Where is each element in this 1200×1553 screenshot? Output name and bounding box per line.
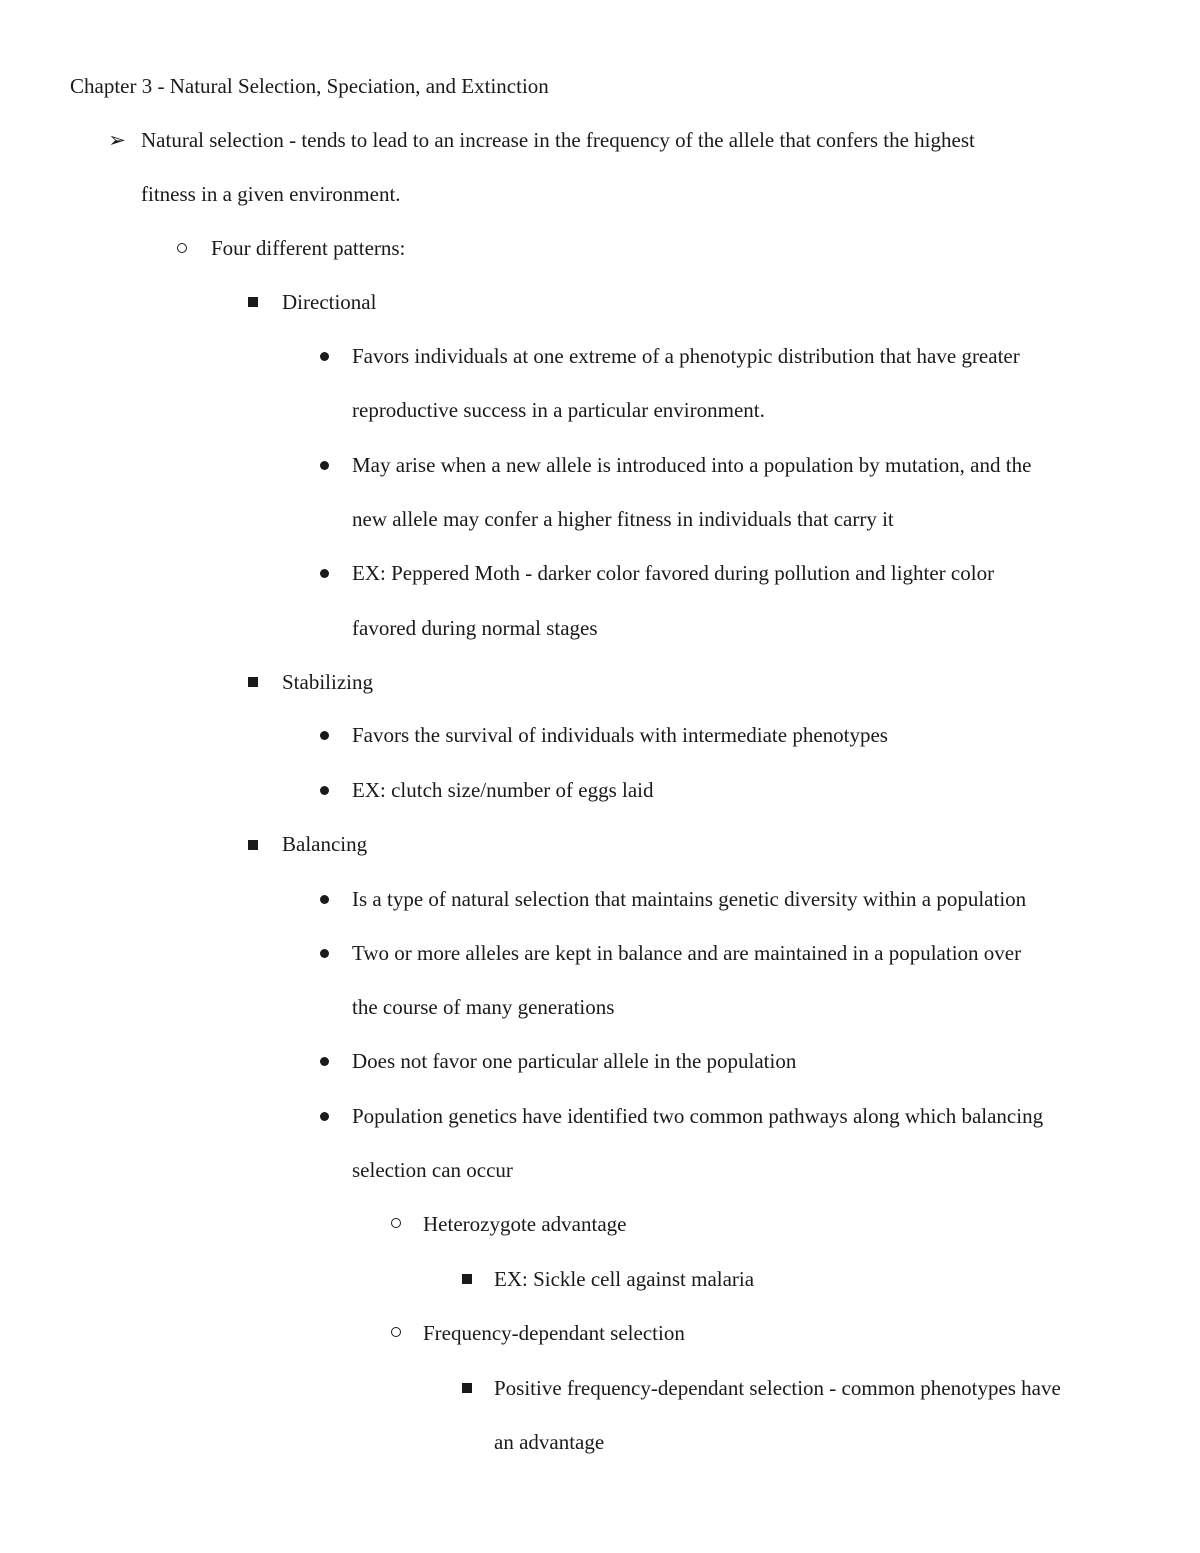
list-item-balancing-2: Two or more alleles are kept in balance and are maintained in a population over [352, 941, 1022, 965]
list-item-positive-frequency: Positive frequency-dependant selection - common phenotypes have [494, 1376, 1061, 1400]
list-item-sickle-cell: EX: Sickle cell against malaria [494, 1267, 755, 1291]
dot-bullet-icon [320, 949, 329, 958]
list-item-balancing-4-cont: selection can occur [352, 1158, 513, 1182]
list-item-natural-selection: Natural selection - tends to lead to an increase in the frequency of the allele that confers the highest [141, 128, 975, 152]
list-item-natural-selection-cont: fitness in a given environment. [141, 182, 401, 206]
list-item-stabilizing-2: EX: clutch size/number of eggs laid [352, 778, 654, 802]
square-bullet-icon [248, 297, 258, 307]
dot-bullet-icon [320, 1057, 329, 1066]
list-item-directional-2: May arise when a new allele is introduced into a population by mutation, and the [352, 453, 1032, 477]
square-bullet-icon [248, 840, 258, 850]
dot-bullet-icon [320, 731, 329, 740]
hollow-circle-bullet-icon [177, 243, 187, 253]
dot-bullet-icon [320, 895, 329, 904]
dot-bullet-icon [320, 569, 329, 578]
list-item-directional-1-cont: reproductive success in a particular environment. [352, 398, 765, 422]
list-item-balancing-2-cont: the course of many generations [352, 995, 615, 1019]
list-item-directional-3-cont: favored during normal stages [352, 616, 598, 640]
list-item-stabilizing-1: Favors the survival of individuals with intermediate phenotypes [352, 723, 888, 747]
list-item-directional-1: Favors individuals at one extreme of a phenotypic distribution that have greater [352, 344, 1020, 368]
list-item-balancing-4: Population genetics have identified two common pathways along which balancing [352, 1104, 1044, 1128]
arrow-bullet-icon: ➢ [108, 128, 126, 152]
square-bullet-icon [462, 1383, 472, 1393]
list-item-balancing-1: Is a type of natural selection that maintains genetic diversity within a population [352, 887, 1027, 911]
list-item-directional: Directional [282, 290, 377, 314]
hollow-circle-bullet-icon [391, 1218, 401, 1228]
square-bullet-icon [248, 677, 258, 687]
list-item-heterozygote: Heterozygote advantage [423, 1212, 627, 1236]
list-item-stabilizing: Stabilizing [282, 670, 373, 694]
dot-bullet-icon [320, 1112, 329, 1121]
dot-bullet-icon [320, 786, 329, 795]
list-item-balancing: Balancing [282, 832, 368, 856]
list-item-four-patterns: Four different patterns: [211, 236, 406, 260]
list-item-directional-3: EX: Peppered Moth - darker color favored during pollution and lighter color [352, 561, 995, 585]
dot-bullet-icon [320, 461, 329, 470]
hollow-circle-bullet-icon [391, 1327, 401, 1337]
list-item-positive-frequency-cont: an advantage [494, 1430, 605, 1454]
square-bullet-icon [462, 1274, 472, 1284]
list-item-directional-2-cont: new allele may confer a higher fitness in individuals that carry it [352, 507, 894, 531]
list-item-frequency-dependant: Frequency-dependant selection [423, 1321, 685, 1345]
dot-bullet-icon [320, 352, 329, 361]
page-title: Chapter 3 - Natural Selection, Speciation, and Extinction [70, 74, 549, 98]
list-item-balancing-3: Does not favor one particular allele in the population [352, 1049, 797, 1073]
